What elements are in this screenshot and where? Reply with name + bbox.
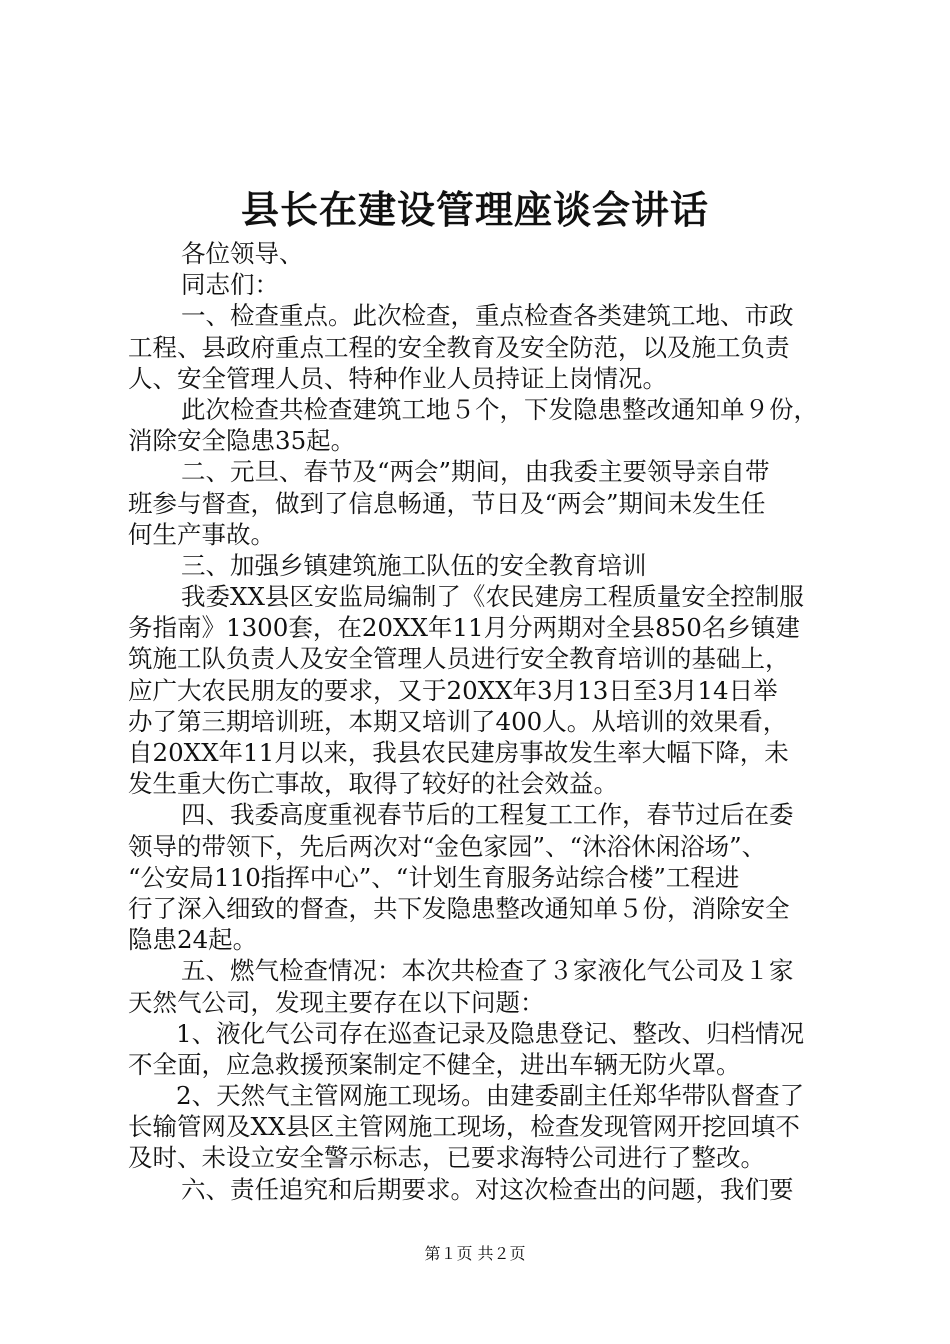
list-item-line: 2、天然气主管网施工现场。由建委副主任郑华带队督查了 [176, 1081, 805, 1111]
paragraph-line: 我委XX县区安监局编制了《农民建房工程质量安全控制服 [181, 582, 804, 612]
list-item-line: 1、液化气公司存在巡查记录及隐患登记、整改、归档情况 [176, 1018, 805, 1048]
paragraph-line: 消除安全隐患35起。 [128, 426, 356, 456]
paragraph-line: 工程、县政府重点工程的安全教育及安全防范，以及施工负责 [128, 332, 790, 362]
paragraph-line: 班参与督查，做到了信息畅通，节日及“两会”期间未发生任 [128, 488, 766, 518]
paragraph-line: “公安局110指挥中心”、“计划生育服务站综合楼”工程进 [128, 862, 740, 892]
paragraph-line: 领导的带领下，先后两次对“金色家园”、“沐浴休闲浴场”、 [128, 831, 767, 861]
paragraph-line: 行了深入细致的督查，共下发隐患整改通知单５份，消除安全 [128, 893, 790, 923]
paragraph-line: 二、元旦、春节及“两会”期间，由我委主要领导亲自带 [181, 457, 770, 487]
paragraph-line: 一、检查重点。此次检查，重点检查各类建筑工地、市政 [181, 301, 794, 331]
document-body [128, 238, 838, 1205]
paragraph-line: 办了第三期培训班，本期又培训了400人。从培训的效果看， [128, 706, 788, 736]
list-item-line: 及时、未设立安全警示标志，已要求海特公司进行了整改。 [128, 1143, 765, 1173]
paragraph-line: 何生产事故。 [128, 519, 275, 549]
list-item-line: 长输管网及XX县区主管网施工现场，检查发现管网开挖回填不 [128, 1112, 800, 1142]
document-title: 县长在建设管理座谈会讲话 [240, 187, 709, 232]
paragraph-line: 自20XX年11月以来，我县农民建房事故发生率大幅下降，未 [128, 738, 789, 767]
salutation-line: 同志们： [181, 270, 279, 300]
paragraph-line: 此次检查共检查建筑工地５个，下发隐患整改通知单９份， [181, 394, 818, 424]
section-heading: 三、加强乡镇建筑施工队伍的安全教育培训 [181, 550, 647, 580]
paragraph-line: 四、我委高度重视春节后的工程复工工作，春节过后在委 [181, 800, 794, 830]
list-item-line: 不全面，应急救援预案制定不健全，进出车辆无防火罩。 [128, 1049, 741, 1079]
paragraph-line: 筑施工队负责人及安全管理人员进行安全教育培训的基础上， [128, 644, 790, 674]
paragraph-line: 务指南》1300套，在20XX年11月分两期对全县850名乡镇建 [128, 613, 800, 643]
salutation-line: 各位领导、 [181, 239, 304, 268]
paragraph-line: 应广大农民朋友的要求，又于20XX年3月13日至3月14日举 [128, 675, 778, 705]
page-number-footer: 第１页 共２页 [424, 1244, 526, 1263]
paragraph-line: 隐患24起。 [128, 925, 258, 955]
paragraph-line: 发生重大伤亡事故，取得了较好的社会效益。 [128, 769, 618, 799]
paragraph-line: 六、责任追究和后期要求。对这次检查出的问题，我们要 [181, 1174, 794, 1204]
paragraph-line: 天然气公司，发现主要存在以下问题： [128, 987, 545, 1017]
paragraph-line: 五、燃气检查情况：本次共检查了３家液化气公司及１家 [181, 956, 794, 986]
paragraph-line: 人、安全管理人员、特种作业人员持证上岗情况。 [128, 363, 667, 393]
